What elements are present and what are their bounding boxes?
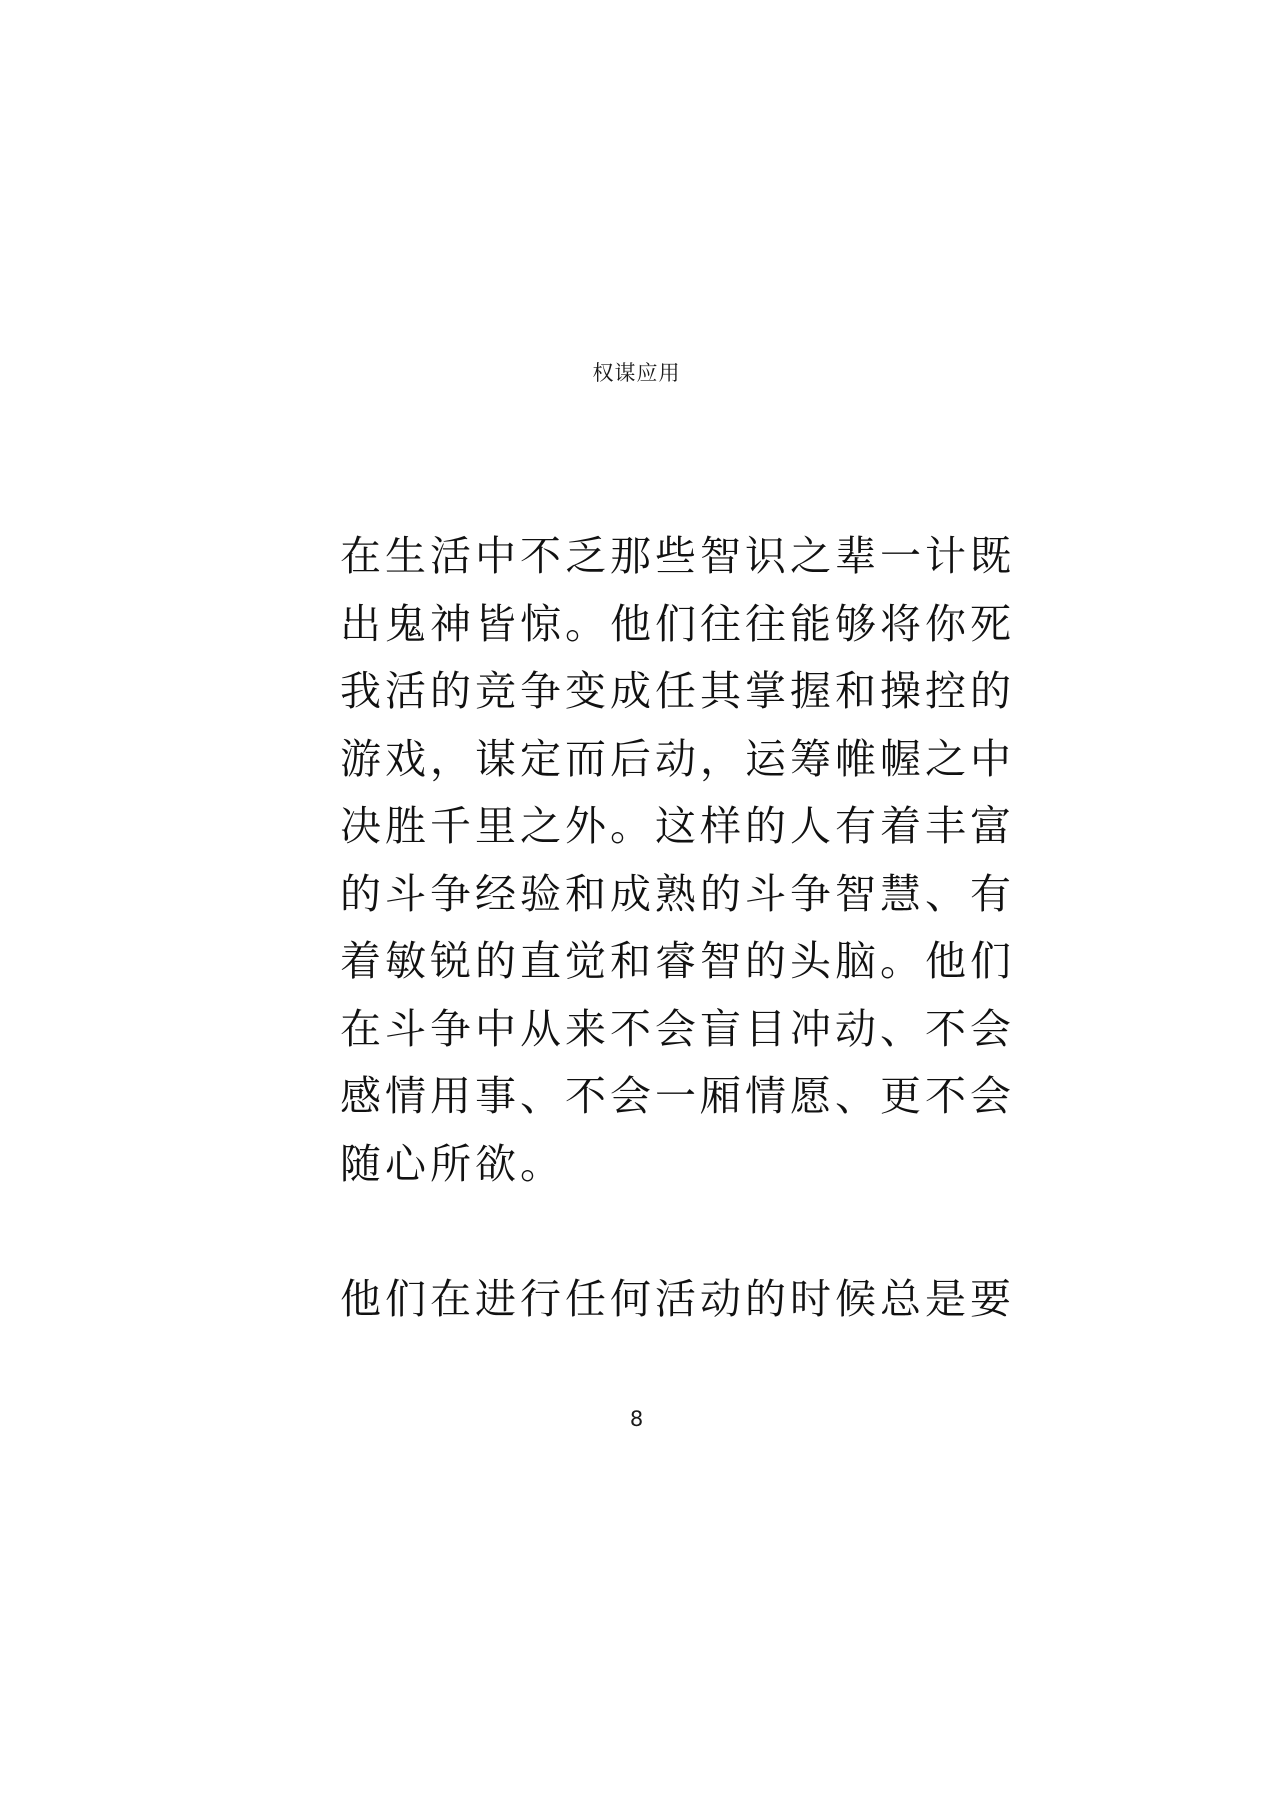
page-number: 8 xyxy=(629,1407,644,1431)
text-line: 出鬼神皆惊。他们往往能够将你死 xyxy=(340,599,1015,648)
text-line: 在生活中不乏那些智识之辈一计既 xyxy=(340,532,1015,580)
text-line: 我活的竞争变成任其掌握和操控的 xyxy=(340,667,1015,715)
running-header-title: 权谋应用 xyxy=(592,361,681,385)
text-line: 感情用事、不会一厢情愿、更不会 xyxy=(340,1072,1015,1120)
text-line: 他们在进行任何活动的时候总是要 xyxy=(340,1274,1015,1323)
paragraph xyxy=(340,523,1015,1198)
text-line: 游戏，谋定而后动，运筹帷幄之中 xyxy=(340,734,1015,783)
body-text xyxy=(340,523,1015,1333)
paragraph xyxy=(340,1266,1015,1334)
paragraph-gap xyxy=(340,1198,940,1266)
text-line: 随心所欲。 xyxy=(340,1139,565,1188)
text-line: 决胜千里之外。这样的人有着丰富 xyxy=(340,802,1015,850)
text-line: 的斗争经验和成熟的斗争智慧、有 xyxy=(340,869,1015,918)
text-line: 在斗争中从来不会盲目冲动、不会 xyxy=(340,1004,1015,1053)
text-line: 着敏锐的直觉和睿智的头脑。他们 xyxy=(340,937,1015,985)
